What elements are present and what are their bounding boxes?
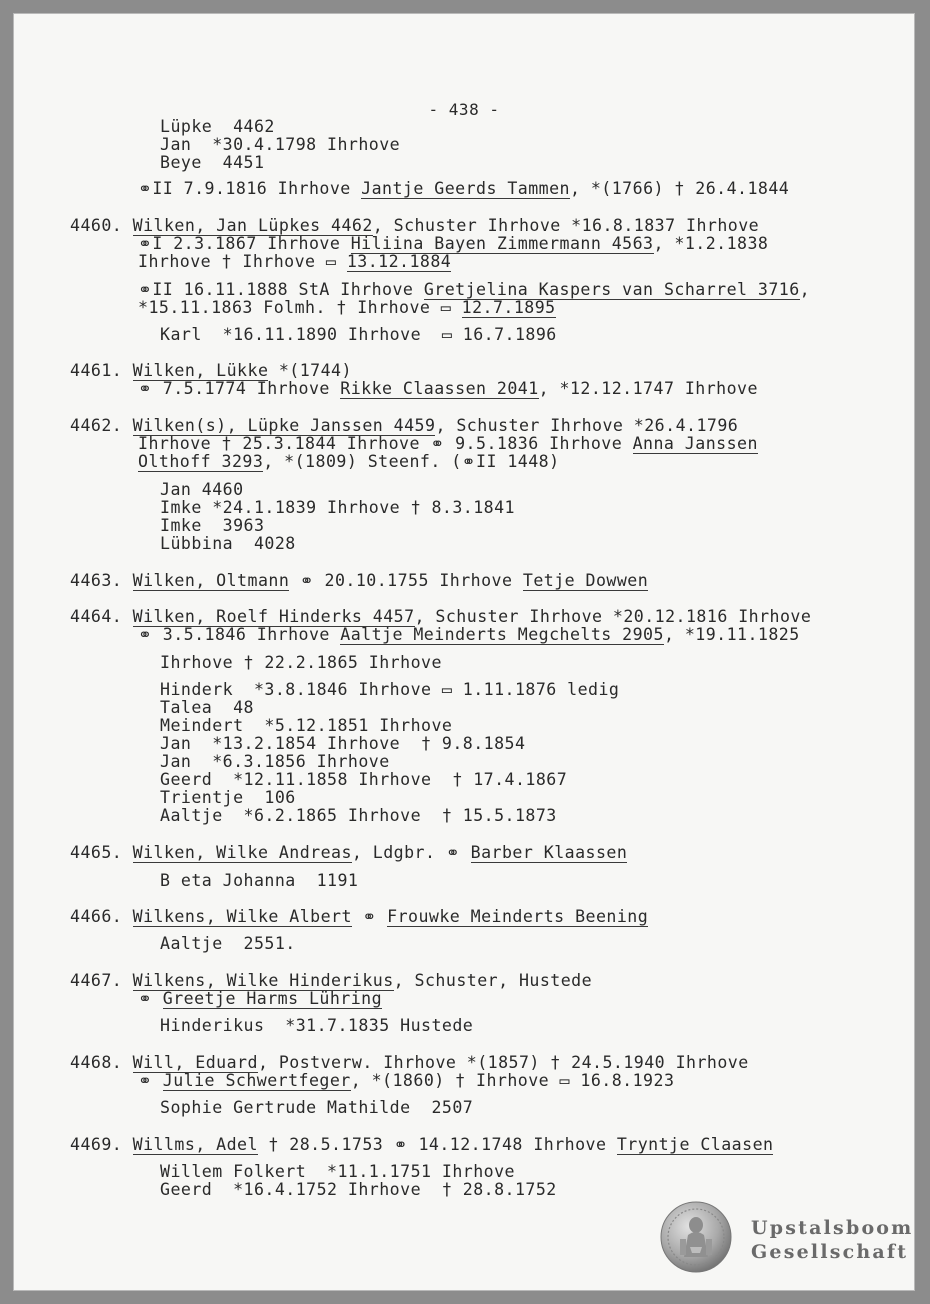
text-line: [138, 180, 789, 198]
text-segment: 4469.: [70, 1135, 133, 1154]
text-line: [160, 535, 296, 553]
text-segment: Jan *30.4.1798 Ihrhove: [160, 135, 401, 154]
text-line: [138, 453, 560, 471]
text-segment: ⚭II 16.11.1888 StA Ihrhove: [138, 280, 424, 299]
text-line: [160, 1181, 557, 1199]
text-line: [70, 1054, 749, 1072]
text-line: [160, 517, 264, 535]
text-line: [70, 1136, 773, 1154]
underlined-name: Will, Eduard: [132, 1053, 258, 1072]
text-segment: Geerd *12.11.1858 Ihrhove † 17.4.1867: [160, 770, 568, 789]
text-line: [70, 417, 738, 435]
text-segment: ⚭ 7.5.1774 Ihrhove: [138, 379, 341, 398]
text-segment: Imke *24.1.1839 Ihrhove † 8.3.1841: [160, 498, 515, 517]
text-segment: *15.11.1863 Folmh. † Ihrhove ▭: [138, 298, 462, 317]
text-line: [160, 717, 452, 735]
text-segment: , *12.12.1747 Ihrhove: [538, 379, 758, 398]
underlined-name: Wilken, Roelf Hinderks 4457: [132, 607, 415, 626]
text-line: [160, 753, 390, 771]
text-line: [138, 626, 800, 644]
underlined-name: Jantje Geerds Tammen: [361, 179, 570, 198]
underlined-name: Greetje Harms Lühring: [162, 989, 383, 1008]
underlined-name: Wilken, Oltmann: [132, 571, 290, 590]
text-segment: Hinderk *3.8.1846 Ihrhove ▭ 1.11.1876 ledig: [160, 680, 620, 699]
underlined-name: Hiliina Bayen Zimmermann 4563: [350, 234, 654, 253]
text-segment: Willem Folkert *11.1.1751 Ihrhove: [160, 1162, 515, 1181]
text-segment: *(1744): [268, 361, 352, 380]
text-line: [160, 154, 264, 172]
text-segment: , Schuster Ihrhove *26.4.1796: [435, 416, 739, 435]
text-segment: Hinderikus *31.7.1835 Hustede: [160, 1016, 474, 1035]
text-segment: , *(1860) † Ihrhove ▭ 16.8.1923: [350, 1071, 675, 1090]
text-segment: Geerd *16.4.1752 Ihrhove † 28.8.1752: [160, 1180, 557, 1199]
underlined-name: Olthoff 3293: [138, 452, 264, 471]
page-number: - 438 -: [428, 100, 500, 119]
text-segment: B eta Johanna 1191: [160, 871, 359, 890]
text-line: [160, 499, 515, 517]
underlined-name: Gretjelina Kaspers van Scharrel 3716: [423, 280, 800, 299]
text-line: [160, 136, 400, 154]
text-segment: , Schuster, Hustede: [393, 971, 593, 990]
text-segment: ⚭: [351, 907, 388, 926]
document-page: [14, 14, 914, 1290]
text-segment: Lübbina 4028: [160, 534, 296, 553]
underlined-name: Wilken, Jan Lüpkes 4462: [132, 216, 373, 235]
text-line: [160, 1163, 515, 1181]
underlined-name: Rikke Claassen 2041: [340, 379, 539, 398]
text-segment: ⚭II 7.9.1816 Ihrhove: [138, 179, 362, 198]
text-segment: ⚭ 20.10.1755 Ihrhove: [289, 571, 523, 590]
text-line: [160, 807, 557, 825]
text-segment: ⚭ 3.5.1846 Ihrhove: [138, 625, 341, 644]
text-segment: Imke 3963: [160, 516, 265, 535]
text-line: [70, 844, 627, 862]
text-segment: Beye 4451: [160, 153, 265, 172]
text-line: [138, 380, 758, 398]
text-segment: , *(1809) Steenf. (⚭II 1448): [263, 452, 560, 471]
text-line: [160, 1017, 473, 1035]
text-line: [70, 572, 648, 590]
text-segment: Aaltje 2551.: [160, 934, 296, 953]
text-line: [138, 235, 768, 253]
text-line: [138, 435, 758, 453]
underlined-name: Wilkens, Wilke Hinderikus: [132, 971, 394, 990]
underlined-name: Wilken(s), Lüpke Janssen 4459: [132, 416, 436, 435]
text-line: [70, 972, 592, 990]
underlined-name: Wilken, Lükke: [132, 361, 269, 380]
text-segment: ⚭: [138, 989, 163, 1008]
text-segment: Ihrhove † Ihrhove ▭: [138, 252, 347, 271]
text-line: [70, 608, 811, 626]
text-line: [160, 771, 567, 789]
text-segment: Talea 48: [160, 698, 254, 717]
text-segment: 4466.: [70, 907, 133, 926]
text-segment: Karl *16.11.1890 Ihrhove ▭ 16.7.1896: [160, 325, 557, 344]
underlined-name: Willms, Adel: [132, 1135, 258, 1154]
underlined-name: Wilken, Wilke Andreas: [132, 843, 352, 862]
text-segment: , Ldgbr. ⚭: [351, 843, 471, 862]
text-segment: Meindert *5.12.1851 Ihrhove: [160, 716, 453, 735]
text-line: [160, 654, 442, 672]
text-line: [138, 299, 556, 317]
underlined-name: Anna Janssen: [632, 434, 758, 453]
underlined-name: Julie Schwertfeger: [162, 1071, 351, 1090]
text-segment: Jan *6.3.1856 Ihrhove: [160, 752, 390, 771]
society-seal-icon: [660, 1201, 732, 1273]
text-line: [138, 1072, 674, 1090]
text-segment: ⚭I 2.3.1867 Ihrhove: [138, 234, 351, 253]
text-segment: , *1.2.1838: [653, 234, 769, 253]
text-line: [160, 872, 358, 890]
text-segment: Sophie Gertrude Mathilde 2507: [160, 1098, 474, 1117]
text-line: [160, 789, 296, 807]
text-segment: Aaltje *6.2.1865 Ihrhove † 15.5.1873: [160, 806, 557, 825]
text-segment: ⚭: [138, 1071, 163, 1090]
text-line: [160, 326, 557, 344]
text-line: [138, 990, 382, 1008]
text-line: [160, 935, 296, 953]
underlined-name: Barber Klaassen: [470, 843, 628, 862]
text-segment: , Postverw. Ihrhove *(1857) † 24.5.1940 Ihrhove: [257, 1053, 749, 1072]
text-segment: Lüpke 4462: [160, 117, 275, 136]
text-segment: ,: [799, 280, 811, 299]
underlined-name: 13.12.1884: [346, 252, 452, 271]
underlined-name: Frouwke Meinderts Beening: [387, 907, 649, 926]
text-segment: Jan 4460: [160, 480, 244, 499]
underlined-name: Aaltje Meinderts Megchelts 2905: [340, 625, 664, 644]
underlined-name: Wilkens, Wilke Albert: [132, 907, 352, 926]
text-segment: , *19.11.1825: [663, 625, 800, 644]
text-segment: 4460.: [70, 216, 133, 235]
text-segment: 4467.: [70, 971, 133, 990]
text-line: [160, 1099, 473, 1117]
underlined-name: Tryntje Claasen: [616, 1135, 774, 1154]
text-segment: , *(1766) † 26.4.1844: [569, 179, 790, 198]
society-logo-text: [751, 1216, 914, 1264]
text-segment: 4464.: [70, 607, 133, 626]
text-segment: , Schuster Ihrhove *20.12.1816 Ihrhove: [414, 607, 812, 626]
text-line: [138, 281, 810, 299]
text-segment: 4463.: [70, 571, 133, 590]
underlined-name: Tetje Dowwen: [522, 571, 649, 590]
text-segment: Ihrhove † 25.3.1844 Ihrhove ⚭ 9.5.1836 Ihrhove: [138, 434, 633, 453]
text-line: [138, 253, 451, 271]
text-segment: 4465.: [70, 843, 133, 862]
text-segment: † 28.5.1753 ⚭ 14.12.1748 Ihrhove: [257, 1135, 617, 1154]
logo-line-1: Upstalsboom: [751, 1217, 914, 1239]
text-line: [70, 908, 648, 926]
text-segment: 4462.: [70, 416, 133, 435]
text-segment: 4468.: [70, 1053, 133, 1072]
text-segment: Trientje 106: [160, 788, 296, 807]
logo-line-2: Gesellschaft: [751, 1241, 909, 1263]
text-line: [160, 481, 244, 499]
text-line: [160, 699, 254, 717]
text-segment: 4461.: [70, 361, 133, 380]
text-line: [160, 681, 619, 699]
text-line: [70, 217, 759, 235]
text-segment: Jan *13.2.1854 Ihrhove † 9.8.1854: [160, 734, 526, 753]
text-segment: , Schuster Ihrhove *16.8.1837 Ihrhove: [372, 216, 760, 235]
text-line: [160, 735, 525, 753]
underlined-name: 12.7.1895: [461, 298, 556, 317]
text-line: [160, 118, 275, 136]
text-line: [70, 362, 352, 380]
text-segment: Ihrhove † 22.2.1865 Ihrhove: [160, 653, 442, 672]
